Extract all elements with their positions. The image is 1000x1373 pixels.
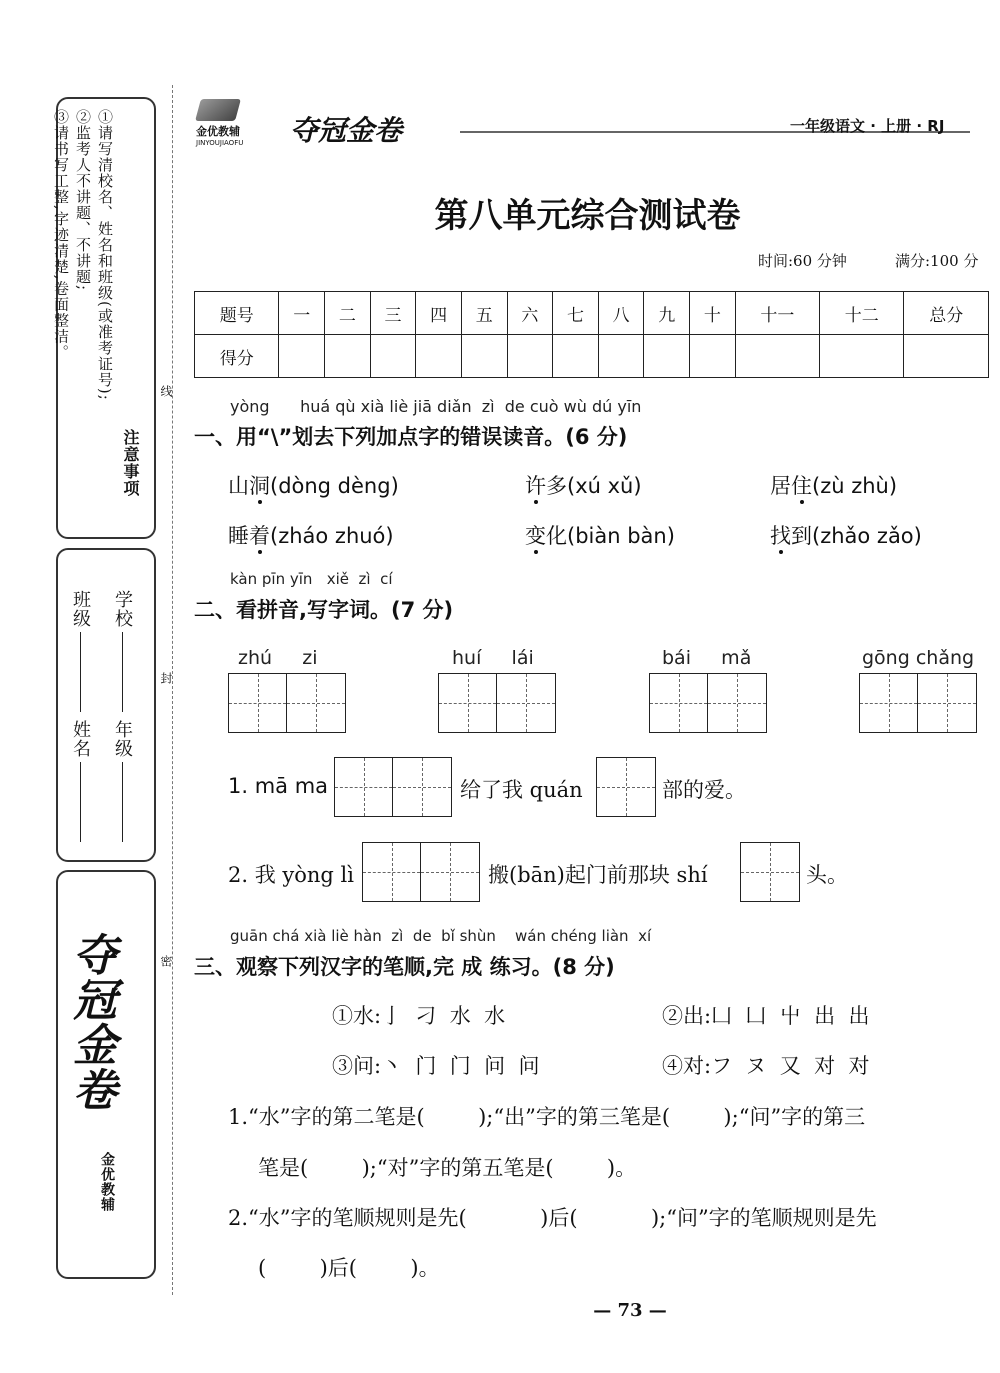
notice-item-2: ②监考人不讲题、不讲题;	[74, 109, 92, 292]
score-header-cell: 十	[690, 292, 736, 335]
score-header-cell: 五	[461, 292, 507, 335]
sidebar-logo-small: 金优教辅	[99, 1152, 115, 1212]
score-input-cell[interactable]	[370, 335, 416, 378]
full-score-label: 满分:100 分	[895, 252, 979, 270]
score-input-cell[interactable]	[507, 335, 553, 378]
cut-word-seal: 封	[159, 672, 173, 684]
q3-stroke-order: ①水:亅 刁 水 水	[332, 1004, 506, 1028]
q3-pinyin: guān chá xià liè hàn zì de bǐ shùn wán chéng liàn xí	[230, 927, 652, 945]
time-label: 时间:60 分钟	[758, 252, 847, 270]
score-header-cell: 四	[416, 292, 462, 335]
q3-question-2[interactable]: 2.“水”字的笔顺规则是先( )后( );“问”字的笔顺规则是先	[228, 1206, 877, 1230]
score-table-header	[195, 292, 989, 335]
q3-question-1-cont[interactable]: 笔是( );“对”字的第五笔是( )。	[258, 1156, 637, 1180]
header-bar	[190, 95, 975, 150]
score-input-cell[interactable]	[690, 335, 736, 378]
field-grade[interactable]: 年级	[112, 720, 133, 846]
q2-writing-grid[interactable]	[859, 673, 977, 733]
score-input-cell[interactable]	[325, 335, 371, 378]
sidebar-logo-title: 夺冠金卷	[65, 932, 116, 1112]
subject-label: 一年级语文 · 上册 · RJ	[790, 117, 945, 135]
score-input-cell[interactable]	[553, 335, 599, 378]
q2-sentence-2-grid-single[interactable]	[740, 842, 800, 902]
page-title: 第八单元综合测试卷	[434, 196, 741, 236]
sidebar-logo-box	[56, 870, 156, 1279]
score-input-cell[interactable]	[904, 335, 989, 378]
q2-sentence-2-a: 2. 我 yòng lì	[228, 863, 354, 887]
q2-writing-grid[interactable]	[649, 673, 767, 733]
q2-sentence-1-grid[interactable]	[334, 757, 452, 817]
score-header-cell: 六	[507, 292, 553, 335]
page-number: — 73 —	[593, 1300, 667, 1321]
score-header-cell: 二	[325, 292, 371, 335]
q1-item[interactable]: 山洞(dòng dèng)	[228, 474, 399, 498]
q2-writing-grid[interactable]	[438, 673, 556, 733]
field-school[interactable]: 学校	[112, 590, 133, 716]
q3-stroke-order: ②出:凵 凵 屮 出 出	[662, 1004, 870, 1028]
score-table-row	[195, 335, 989, 378]
q1-heading: 一、用“\”划去下列加点字的错误读音。(6 分)	[194, 425, 628, 449]
q1-item[interactable]: 找到(zhǎo zǎo)	[770, 524, 922, 548]
q3-heading: 三、观察下列汉字的笔顺,完 成 练习。(8 分)	[194, 955, 615, 979]
brand-logo-icon	[195, 99, 241, 121]
q2-word-pinyin: bái mǎ	[662, 647, 752, 669]
notice-title: 注意事项	[121, 429, 140, 497]
q2-sentence-1-c: 部的爱。	[662, 778, 746, 802]
field-name[interactable]: 姓名	[70, 720, 91, 846]
q2-writing-grid[interactable]	[228, 673, 346, 733]
score-header-cell: 总分	[904, 292, 989, 335]
score-header-cell: 一	[279, 292, 325, 335]
score-header-cell: 十一	[735, 292, 819, 335]
brand-pinyin: JINYOUJIAOFU	[196, 139, 244, 147]
q2-sentence-2-b: 搬(bān)起门前那块 shí	[488, 863, 708, 887]
score-input-cell[interactable]	[644, 335, 690, 378]
q3-stroke-order: ④对:フ ヌ 又 对 对	[662, 1054, 870, 1078]
score-input-cell[interactable]	[461, 335, 507, 378]
q2-word-pinyin: huí lái	[452, 647, 534, 669]
brand-title: 夺冠金卷	[290, 114, 403, 147]
q3-question-2-cont[interactable]: ( )后( )。	[258, 1256, 440, 1280]
q2-sentence-2-grid[interactable]	[362, 842, 480, 902]
q2-word-pinyin: gōng chǎng	[862, 647, 975, 669]
cut-line	[172, 85, 173, 1295]
score-input-cell[interactable]	[598, 335, 644, 378]
notice-item-1: ①请写清校名、姓名和班级(或准考证号);	[96, 109, 114, 401]
field-class[interactable]: 班级	[70, 590, 91, 716]
q2-heading: 二、看拼音,写字词。(7 分)	[194, 598, 454, 622]
score-input-cell[interactable]	[416, 335, 462, 378]
q1-item[interactable]: 居住(zù zhù)	[770, 474, 898, 498]
q2-sentence-1-b: 给了我 quán	[460, 778, 583, 802]
score-header-cell: 题号	[195, 292, 279, 335]
score-table	[194, 291, 989, 378]
score-header-cell: 九	[644, 292, 690, 335]
q2-sentence-1-a: 1. mā ma	[228, 774, 329, 798]
cut-word-line: 线	[159, 385, 173, 397]
score-input-cell[interactable]	[820, 335, 904, 378]
score-input-cell[interactable]	[735, 335, 819, 378]
q3-question-1[interactable]: 1.“水”字的第二笔是( );“出”字的第三笔是( );“问”字的第三	[228, 1105, 866, 1129]
q1-pinyin: yòng huá qù xià liè jiā diǎn zì de cuò wù dú yīn	[230, 397, 642, 416]
student-info-box	[56, 548, 156, 862]
score-header-cell: 十二	[820, 292, 904, 335]
q2-sentence-1-grid-single[interactable]	[596, 757, 656, 817]
q2-word-pinyin: zhú zi	[238, 647, 318, 669]
score-header-cell: 八	[598, 292, 644, 335]
cut-word-secret: 密	[159, 955, 173, 967]
notice-box	[52, 97, 156, 539]
score-header-cell: 三	[370, 292, 416, 335]
score-header-cell: 七	[553, 292, 599, 335]
notice-item-3: ③请书写工整,字迹清楚,卷面整洁。	[52, 109, 70, 361]
score-row-label: 得分	[195, 335, 279, 378]
q2-sentence-2-c: 头。	[806, 863, 848, 887]
q1-item[interactable]: 变化(biàn bàn)	[525, 524, 675, 548]
q1-item[interactable]: 睡着(zháo zhuó)	[228, 524, 394, 548]
brand-small: 金优教辅	[196, 125, 240, 138]
q2-pinyin: kàn pīn yīn xiě zì cí	[230, 570, 393, 588]
q3-stroke-order: ③问:丶 门 门 问 问	[332, 1054, 540, 1078]
score-input-cell[interactable]	[279, 335, 325, 378]
q1-item[interactable]: 许多(xú xǔ)	[525, 474, 642, 498]
